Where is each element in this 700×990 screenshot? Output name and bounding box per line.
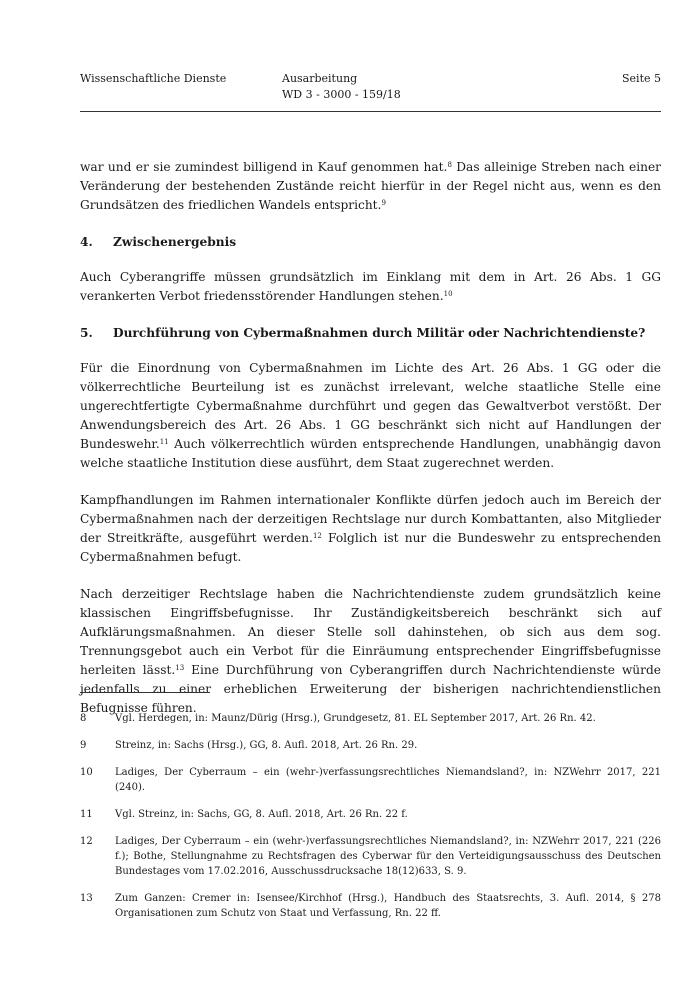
- footnote-ref[interactable]: 12: [312, 532, 322, 540]
- page-header: [80, 71, 661, 111]
- paragraph: Auch Cyberangriffe müssen grundsätzlich im Einklang mit dem in Art. 26 Abs. 1 GG verankerten Verbot friedensstörender Handlungen stehen.$^{10}$: [80, 270, 661, 303]
- footnote: [80, 738, 661, 753]
- footnote-ref[interactable]: 13: [175, 664, 185, 672]
- paragraph: Nach derzeitiger Rechtslage haben die Nachrichtendienste zudem grundsätzlich keine klassischen Eingriffsbefugnisse. Ihr Zuständigkeitsbereich beschränkt sich auf Aufklärungsmaßnahmen. An dieser Stelle soll dahinstehen, ob sich aus dem sog. Trennungsgebot auch ein Verbot für die Einräumung entsprechender Eingriffsbefugnisse herleiten lässt.$^{13}$ Eine Durchführung von Cyberangriffen durch Nachrichtendienste würde jedenfalls zu einer erheblichen Erweiterung der bisherigen nachrichtendienstlichen Befugnisse führen.: [80, 587, 661, 715]
- body-text: [80, 158, 661, 736]
- footnote-number: 12: [80, 836, 93, 847]
- header-document-info: [282, 71, 401, 103]
- footnote-text: Ladiges, Der Cyberraum – ein (wehr-)verfassungsrechtliches Niemandsland?, in: NZWehrr 2017, 221 (240).: [115, 767, 661, 793]
- section-title: Durchführung von Cybermaßnahmen durch Militär oder Nachrichtendienste?: [113, 326, 646, 340]
- section-number: 4.: [80, 235, 93, 249]
- header-doc-number: WD 3 - 3000 - 159/18: [282, 88, 401, 101]
- header-divider: [80, 111, 661, 112]
- header-doc-type: Ausarbeitung: [282, 72, 358, 85]
- footnote: [80, 765, 661, 795]
- footnote-separator: [80, 692, 210, 693]
- paragraph: war und er sie zumindest billigend in Kauf genommen hat.$^8$ Das alleinige Streben nach einer Veränderung der bestehenden Zustände reicht hierfür in der Regel nicht aus, wenn es den Grundsätzen des friedlichen Wandels entspricht.$^9$: [80, 160, 661, 212]
- footnote: [80, 807, 661, 822]
- footnote-text: Zum Ganzen: Cremer in: Isensee/Kirchhof (Hrsg.), Handbuch des Staatsrechts, 3. Aufl. 2014, § 278 Organisationen zum Schutz von Staat und Verfassung, Rn. 22 ff.: [115, 893, 661, 919]
- header-institution: Wissenschaftliche Dienste: [80, 72, 227, 85]
- footnote-text: Ladiges, Der Cyberraum – ein (wehr-)verfassungsrechtliches Niemandsland?, in: NZWehrr 2017, 221 (226 f.); Bothe, Stellungnahme zu Rechtsfragen des Cyberwar für den Verteidigungsausschuss des Deutschen Bundestages vom 17.02.2016, Ausschussdrucksache 18(12)633, S. 9.: [115, 836, 661, 877]
- footnote-ref[interactable]: 11: [159, 438, 169, 446]
- footnote-number: 10: [80, 767, 93, 778]
- footnote-text: Vgl. Streinz, in: Sachs, GG, 8. Aufl. 2018, Art. 26 Rn. 22 f.: [115, 809, 408, 820]
- header-page-number: Seite 5: [622, 72, 661, 85]
- footnote-ref[interactable]: 10: [443, 290, 453, 298]
- section-title: Zwischenergebnis: [113, 235, 237, 249]
- footnote-text: Streinz, in: Sachs (Hrsg.), GG, 8. Aufl. 2018, Art. 26 Rn. 29.: [115, 740, 418, 751]
- footnote-ref[interactable]: 9: [381, 199, 386, 207]
- footnote-number: 9: [80, 740, 87, 751]
- footnotes: [80, 711, 661, 933]
- footnote-text: Vgl. Herdegen, in: Maunz/Dürig (Hrsg.), Grundgesetz, 81. EL September 2017, Art. 26 Rn. 42.: [115, 713, 596, 724]
- footnote-number: 13: [80, 893, 93, 904]
- footnote: [80, 891, 661, 921]
- footnote-number: 11: [80, 809, 93, 820]
- paragraph: Kampfhandlungen im Rahmen internationaler Konflikte dürfen jedoch auch im Bereich der Cybermaßnahmen nach der derzeitigen Rechtslage nur durch Kombattanten, also Mitglieder der Streitkräfte, ausgeführt werden.$^{12}$ Folglich ist nur die Bundeswehr zu entsprechenden Cybermaßnahmen befugt.: [80, 493, 661, 564]
- section-heading-5: [80, 324, 661, 343]
- footnote-number: 8: [80, 713, 87, 724]
- section-number: 5.: [80, 326, 93, 340]
- paragraph: Für die Einordnung von Cybermaßnahmen im Lichte des Art. 26 Abs. 1 GG oder die völkerrechtliche Beurteilung ist es zunächst irrelevant, welche staatliche Stelle eine ungerechtfertigte Cybermaßnahme durchführt und gegen das Gewaltverbot verstößt. Der Anwendungsbereich des Art. 26 Abs. 1 GG beschränkt sich nicht auf Handlungen der Bundeswehr.$^{11}$ Auch völkerrechtlich würden entsprechende Handlungen, unabhängig davon welche staatliche Institution diese ausführt, dem Staat zugerechnet werden.: [80, 361, 661, 470]
- footnote: [80, 711, 661, 726]
- section-heading-4: [80, 233, 661, 252]
- footnote-ref[interactable]: 8: [447, 161, 452, 169]
- footnote: [80, 834, 661, 879]
